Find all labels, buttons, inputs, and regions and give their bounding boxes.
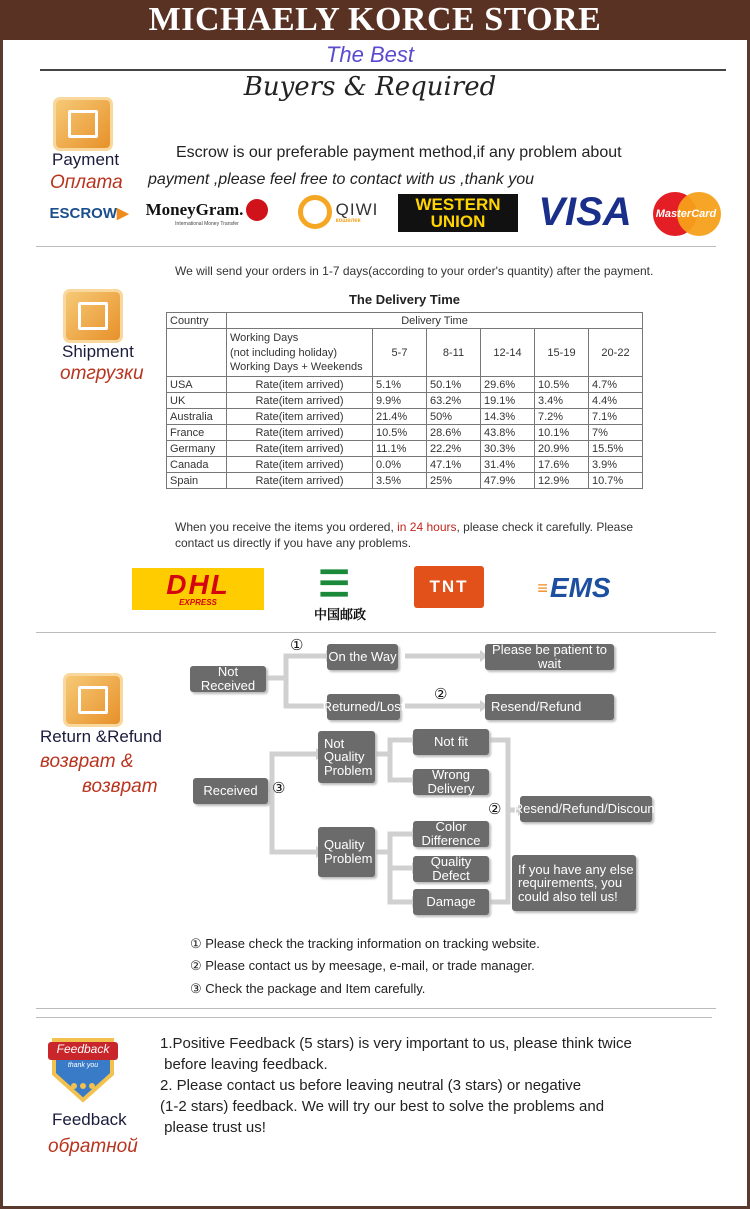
mastercard-logo: MasterCard xyxy=(651,192,721,236)
rate-label-cell: Rate(item arrived) xyxy=(227,409,373,425)
range-header: 12-14 xyxy=(481,329,535,377)
qiwi-logo: QIWI кошелек xyxy=(292,192,384,232)
rate-value-cell: 47.1% xyxy=(427,457,481,473)
feedback-line-3: 2. Please contact us before leaving neutral (3 stars) or negative xyxy=(160,1077,582,1094)
shipment-label: Shipment xyxy=(62,342,134,361)
rate-value-cell: 7% xyxy=(589,425,643,441)
rate-value-cell: 4.7% xyxy=(589,377,643,393)
receive-note-2: contact us directly if you have any problems. xyxy=(175,536,412,550)
delivery-row xyxy=(167,441,643,457)
return-label: Return &Refund xyxy=(40,727,162,746)
divider-return-2 xyxy=(36,1017,712,1018)
rate-value-cell: 30.3% xyxy=(481,441,535,457)
divider-return xyxy=(36,1008,716,1009)
rate-value-cell: 4.4% xyxy=(589,393,643,409)
rate-value-cell: 14.3% xyxy=(481,409,535,425)
escrow-logo: ESCROW ▶ xyxy=(49,204,129,222)
china-post-logo: ☰ 中国邮政 xyxy=(313,562,366,622)
returned-lost-box: Returned/Lost xyxy=(327,694,400,720)
the-best-heading: The Best xyxy=(325,42,415,67)
rate-value-cell: 0.0% xyxy=(373,457,427,473)
payment-label-ru: Оплата xyxy=(50,172,123,193)
country-cell: Australia xyxy=(167,409,227,425)
shipment-intro: We will send your orders in 1-7 days(according to your order's quantity) after the payment. xyxy=(175,264,654,278)
receive-note-1: When you receive the items you ordered, in 24 hours, please check it carefully. Please xyxy=(175,520,634,534)
resend-refund-box: Resend/Refund xyxy=(485,694,614,720)
rate-label-cell: Rate(item arrived) xyxy=(227,457,373,473)
delivery-table xyxy=(166,312,643,489)
rate-value-cell: 29.6% xyxy=(481,377,535,393)
visa-logo: VISA xyxy=(538,189,632,234)
title-divider xyxy=(40,69,726,71)
rate-label-cell: Rate(item arrived) xyxy=(227,441,373,457)
marker-2: ② xyxy=(434,686,448,703)
delivery-row xyxy=(167,377,643,393)
range-header: 5-7 xyxy=(373,329,427,377)
delivery-row xyxy=(167,473,643,489)
working-days-cell: Working Days (not including holiday) Working Days + Weekends xyxy=(227,329,373,377)
rate-value-cell: 3.5% xyxy=(373,473,427,489)
rate-value-cell: 10.1% xyxy=(535,425,589,441)
shipment-icon xyxy=(66,292,120,340)
payment-text-1: Escrow is our preferable payment method,if any problem about xyxy=(176,144,622,161)
rate-value-cell: 17.6% xyxy=(535,457,589,473)
rate-value-cell: 10.5% xyxy=(373,425,427,441)
rate-value-cell: 63.2% xyxy=(427,393,481,409)
quality-defect-box: Quality Defect xyxy=(413,856,489,882)
payment-icon xyxy=(56,100,110,148)
tagline: Buyers & Required xyxy=(243,72,497,102)
rate-value-cell: 28.6% xyxy=(427,425,481,441)
delivery-row xyxy=(167,409,643,425)
feedback-line-4: (1-2 stars) feedback. We will try our best to solve the problems and xyxy=(160,1098,605,1115)
delivery-row xyxy=(167,457,643,473)
marker-3: ③ xyxy=(272,780,286,797)
not-fit-box: Not fit xyxy=(413,729,489,755)
rate-value-cell: 10.5% xyxy=(535,377,589,393)
country-cell: UK xyxy=(167,393,227,409)
return-icon xyxy=(66,676,120,724)
on-the-way-box: On the Way xyxy=(327,644,398,670)
rate-value-cell: 5.1% xyxy=(373,377,427,393)
resend-refund-discount-box: Resend/Refund/Discount xyxy=(520,796,652,822)
western-union-logo: WESTERN UNION xyxy=(398,194,518,232)
country-cell: Germany xyxy=(167,441,227,457)
damage-box: Damage xyxy=(413,889,489,915)
payment-label: Payment xyxy=(52,150,120,169)
tnt-logo: TNT xyxy=(414,566,484,608)
dhl-logo: DHL EXPRESS xyxy=(132,568,264,610)
divider-shipment xyxy=(36,632,716,633)
rate-value-cell: 11.1% xyxy=(373,441,427,457)
rate-label-cell: Rate(item arrived) xyxy=(227,473,373,489)
country-cell: USA xyxy=(167,377,227,393)
rate-value-cell: 31.4% xyxy=(481,457,535,473)
country-cell: France xyxy=(167,425,227,441)
rate-value-cell: 21.4% xyxy=(373,409,427,425)
color-difference-box: Color Difference xyxy=(413,821,489,847)
moneygram-logo: MoneyGram. International Money Transfer xyxy=(142,196,272,230)
range-header: 8-11 xyxy=(427,329,481,377)
rate-value-cell: 20.9% xyxy=(535,441,589,457)
else-requirements-box: If you have any else requirements, you could also tell us! xyxy=(512,855,636,911)
feedback-label-ru: обратной xyxy=(48,1136,138,1157)
note-3: ③ Check the package and Item carefully. xyxy=(190,981,426,996)
rate-value-cell: 50.1% xyxy=(427,377,481,393)
divider-payment xyxy=(36,246,716,247)
delivery-row xyxy=(167,393,643,409)
rate-value-cell: 12.9% xyxy=(535,473,589,489)
patient-box: Please be patient to wait xyxy=(485,644,614,670)
received-box: Received xyxy=(193,778,268,804)
feedback-badge-icon: Feedback thank you xyxy=(48,1032,118,1104)
range-header: 15-19 xyxy=(535,329,589,377)
rate-value-cell: 15.5% xyxy=(589,441,643,457)
rate-value-cell: 50% xyxy=(427,409,481,425)
rate-value-cell: 19.1% xyxy=(481,393,535,409)
rate-value-cell: 3.4% xyxy=(535,393,589,409)
quality-problem-box: Quality Problem xyxy=(318,827,375,877)
rate-value-cell: 47.9% xyxy=(481,473,535,489)
country-cell: Spain xyxy=(167,473,227,489)
store-title: MICHAELY KORCE STORE xyxy=(0,0,750,40)
feedback-line-5: please trust us! xyxy=(160,1119,266,1136)
rate-value-cell: 25% xyxy=(427,473,481,489)
ems-logo: ≡ EMS xyxy=(537,572,611,603)
country-cell: Canada xyxy=(167,457,227,473)
wrong-delivery-box: Wrong Delivery xyxy=(413,769,489,795)
payment-text-2: payment ,please feel free to contact with us ,thank you xyxy=(148,171,534,188)
col-country-header: Country xyxy=(167,313,227,329)
feedback-label: Feedback xyxy=(52,1110,127,1129)
feedback-line-2: before leaving feedback. xyxy=(160,1056,328,1073)
rate-value-cell: 7.2% xyxy=(535,409,589,425)
rate-label-cell: Rate(item arrived) xyxy=(227,393,373,409)
rate-value-cell: 9.9% xyxy=(373,393,427,409)
delivery-row xyxy=(167,425,643,441)
return-label-ru-1: возврат & xyxy=(40,751,134,772)
not-received-box: Not Received xyxy=(190,666,266,692)
not-quality-box: Not Quality Problem xyxy=(318,731,375,783)
rate-value-cell: 22.2% xyxy=(427,441,481,457)
rate-label-cell: Rate(item arrived) xyxy=(227,425,373,441)
rate-value-cell: 43.8% xyxy=(481,425,535,441)
rate-value-cell: 7.1% xyxy=(589,409,643,425)
rate-value-cell: 3.9% xyxy=(589,457,643,473)
feedback-line-1: 1.Positive Feedback (5 stars) is very important to us, please think twice xyxy=(160,1035,632,1052)
note-2: ② Please contact us by meesage, e-mail, or trade manager. xyxy=(190,958,535,973)
note-1: ① Please check the tracking information on tracking website. xyxy=(190,936,540,951)
range-header: 20-22 xyxy=(589,329,643,377)
marker-2b: ② xyxy=(488,801,502,818)
col-delivery-header: Delivery Time xyxy=(227,313,643,329)
rate-label-cell: Rate(item arrived) xyxy=(227,377,373,393)
delivery-table-title: The Delivery Time xyxy=(348,292,461,307)
return-label-ru-2: возврат xyxy=(82,776,158,797)
shipment-label-ru: отгрузки xyxy=(60,363,144,384)
rate-value-cell: 10.7% xyxy=(589,473,643,489)
marker-1: ① xyxy=(290,637,304,654)
